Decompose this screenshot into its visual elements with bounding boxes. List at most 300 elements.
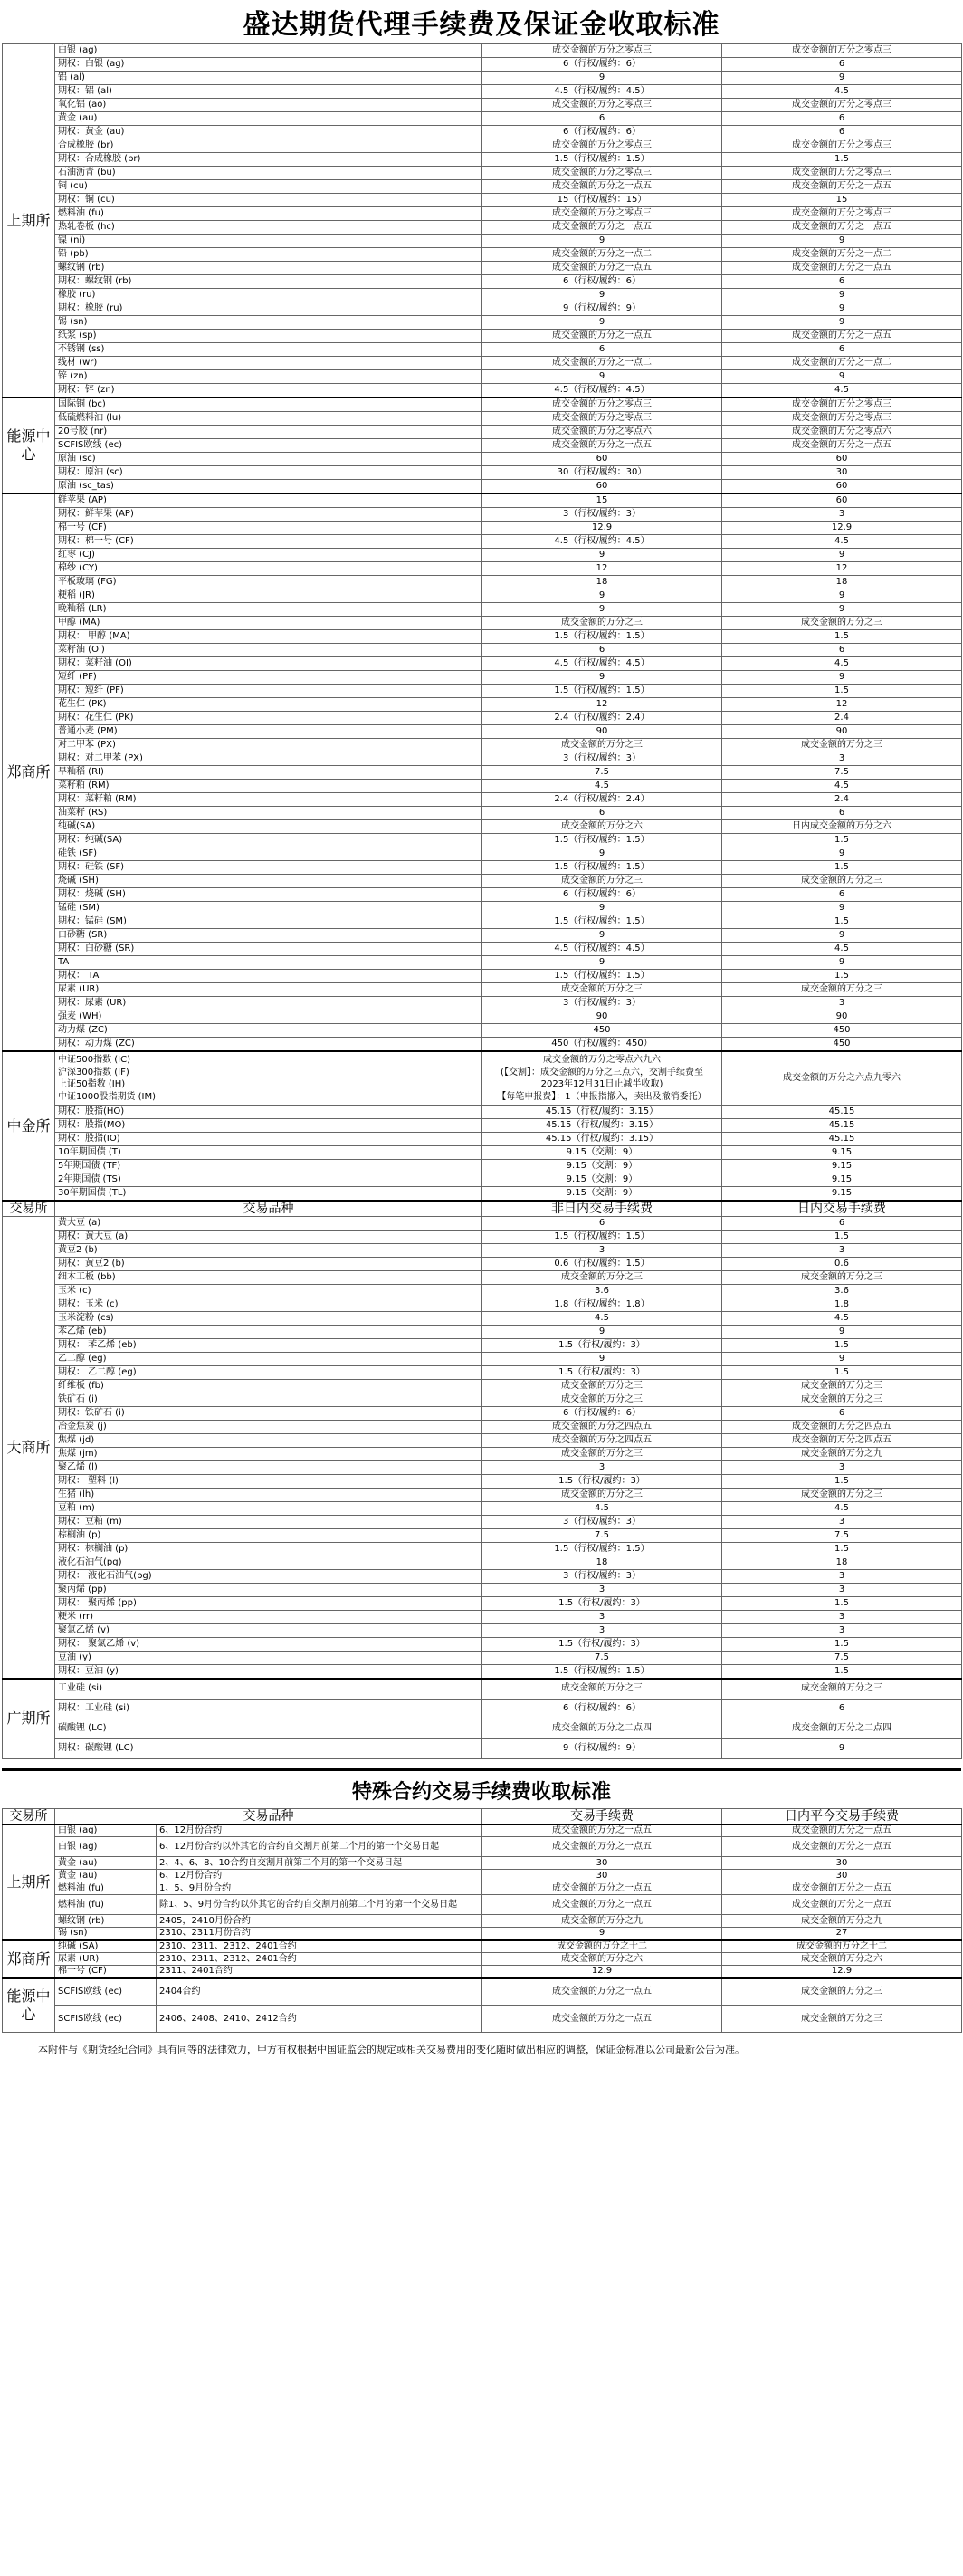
fee-cell: 90 — [482, 725, 722, 739]
product-cell: 黄金 (au) — [55, 112, 482, 126]
table-row — [3, 698, 962, 712]
product-cell: 豆油 (y) — [55, 1652, 482, 1665]
intraday-fee-cell: 1.5 — [722, 630, 962, 644]
table-row — [3, 1133, 962, 1146]
special-header-exchange: 交易所 — [3, 1808, 55, 1824]
product-cell: 锡 (sn) — [55, 1928, 157, 1940]
fee-cell: 1.8（行权/履约：1.8） — [482, 1298, 722, 1312]
fee-cell: 成交金额的万分之一点二 — [482, 248, 722, 262]
fee-cell: 成交金额的万分之十二 — [482, 1940, 722, 1953]
fee-cell: 成交金额的万分之九 — [482, 1915, 722, 1928]
table-row — [3, 1231, 962, 1244]
fee-cell: 9 — [482, 1928, 722, 1940]
intraday-fee-cell: 成交金额的万分之六 — [722, 1953, 962, 1966]
intraday-fee-cell: 成交金额的万分之零点三 — [722, 207, 962, 221]
fee-cell: 9 — [482, 316, 722, 330]
product-cell: 棕榈油 (p) — [55, 1529, 482, 1543]
table-row — [3, 1665, 962, 1680]
intraday-fee-cell: 日内成交金额的万分之六 — [722, 820, 962, 834]
intraday-fee-cell: 成交金额的万分之零点三 — [722, 99, 962, 112]
product-cell: 燃料油 (fu) — [55, 1895, 157, 1915]
intraday-fee-cell: 9 — [722, 956, 962, 970]
table-row — [3, 1543, 962, 1556]
fee-cell: 1.5（行权/履约：3） — [482, 1597, 722, 1611]
product-cell: 菜籽油 (OI) — [55, 644, 482, 657]
table-row — [3, 207, 962, 221]
intraday-fee-cell: 30 — [722, 1870, 962, 1882]
intraday-fee-cell: 9 — [722, 603, 962, 617]
contract-cell: 2404合约 — [157, 1978, 482, 2006]
table-row — [3, 235, 962, 248]
table-row — [3, 1271, 962, 1285]
product-cell: 纸浆 (sp) — [55, 330, 482, 343]
intraday-fee-cell: 9 — [722, 549, 962, 562]
intraday-fee-cell: 成交金额的万分之九 — [722, 1915, 962, 1928]
intraday-fee-cell: 成交金额的万分之一点五 — [722, 262, 962, 275]
table-row — [3, 1353, 962, 1366]
intraday-fee-cell: 1.5 — [722, 1665, 962, 1680]
fee-cell: 2.4（行权/履约：2.4） — [482, 793, 722, 807]
product-cell: 豆粕 (m) — [55, 1502, 482, 1516]
table-row — [3, 194, 962, 207]
product-cell: 期权：螺纹钢 (rb) — [55, 275, 482, 289]
table-row — [3, 1380, 962, 1393]
intraday-fee-cell: 3 — [722, 1516, 962, 1529]
fee-cell: 30 — [482, 1857, 722, 1870]
product-cell: 2年期国债 (TS) — [55, 1173, 482, 1187]
table-row — [3, 1584, 962, 1597]
intraday-fee-cell: 6 — [722, 1217, 962, 1231]
table-row — [3, 562, 962, 576]
table-row — [3, 1173, 962, 1187]
fee-cell: 12 — [482, 562, 722, 576]
contract-cell: 2310、2311月份合约 — [157, 1928, 482, 1940]
product-cell: 尿素 (UR) — [55, 983, 482, 997]
fee-cell: 6 — [482, 644, 722, 657]
table-row — [3, 466, 962, 480]
intraday-fee-cell: 成交金额的万分之三 — [722, 1393, 962, 1407]
product-cell: 期权：白砂糖 (SR) — [55, 943, 482, 956]
product-cell: 铝 (al) — [55, 72, 482, 85]
intraday-fee-cell: 6 — [722, 58, 962, 72]
fee-cell: 0.6（行权/履约：1.5） — [482, 1258, 722, 1271]
intraday-fee-cell: 9 — [722, 1326, 962, 1339]
fee-cell: 成交金额的万分之三 — [482, 1271, 722, 1285]
fee-cell: 3（行权/履约：3） — [482, 1516, 722, 1529]
table-row — [3, 847, 962, 861]
fee-cell: 1.5（行权/履约：1.5） — [482, 1665, 722, 1680]
intraday-fee-cell: 45.15 — [722, 1106, 962, 1119]
fee-cell: 15（行权/履约：15） — [482, 194, 722, 207]
intraday-fee-cell: 成交金额的万分之一点五 — [722, 1837, 962, 1857]
intraday-fee-cell: 7.5 — [722, 1529, 962, 1543]
product-cell: 原油 (sc_tas) — [55, 480, 482, 494]
intraday-fee-cell: 45.15 — [722, 1119, 962, 1133]
product-cell: 碳酸锂 (LC) — [55, 1719, 482, 1738]
product-cell: 锌 (zn) — [55, 370, 482, 384]
table-row — [3, 1597, 962, 1611]
intraday-fee-cell: 3 — [722, 997, 962, 1010]
fee-cell: 15 — [482, 493, 722, 508]
contract-cell: 除1、5、9月份合约以外其它的合约自交割月前第二个月的第一个交易日起 — [157, 1895, 482, 1915]
fee-cell: 4.5 — [482, 1502, 722, 1516]
fee-table — [2, 43, 962, 1759]
fee-cell: 6（行权/履约：6） — [482, 58, 722, 72]
intraday-fee-cell: 成交金额的万分之三 — [722, 983, 962, 997]
product-cell: 聚氯乙烯 (v) — [55, 1624, 482, 1638]
table-row — [3, 1966, 962, 1978]
product-cell: 白银 (ag) — [55, 44, 482, 58]
product-cell: 期权： 苯乙烯 (eb) — [55, 1339, 482, 1353]
product-cell: 晚籼稻 (LR) — [55, 603, 482, 617]
table-row — [3, 1679, 962, 1699]
table-row — [3, 970, 962, 983]
contract-cell: 6、12月份合约 — [157, 1824, 482, 1837]
fee-cell: 9 — [482, 956, 722, 970]
table-row — [3, 439, 962, 453]
product-cell: 期权：豆粕 (m) — [55, 1516, 482, 1529]
table-row — [3, 807, 962, 820]
fee-cell: 4.5（行权/履约：4.5） — [482, 535, 722, 549]
product-cell: 期权：工业硅 (si) — [55, 1699, 482, 1719]
product-cell: 期权：白银 (ag) — [55, 58, 482, 72]
table-row — [3, 1611, 962, 1624]
fee-line: 成交金额的万分之零点六九六 — [543, 1055, 661, 1065]
intraday-fee-cell: 成交金额的万分之三 — [722, 1679, 962, 1699]
table-row — [3, 153, 962, 167]
intraday-fee-cell: 成交金额的万分之一点五 — [722, 221, 962, 235]
fee-cell: 6 — [482, 1217, 722, 1231]
fee-cell: 45.15（行权/履约：3.15） — [482, 1133, 722, 1146]
exchange-cell: 上期所 — [3, 44, 55, 398]
product-cell: 甲醇 (MA) — [55, 617, 482, 630]
table-row — [3, 1146, 962, 1160]
intraday-fee-cell: 6 — [722, 1407, 962, 1421]
table-row — [3, 1699, 962, 1719]
intraday-fee-cell: 成交金额的万分之一点五 — [722, 1882, 962, 1895]
table-row — [3, 343, 962, 357]
fee-cell: 成交金额的万分之零点三 — [482, 167, 722, 180]
product-line: 中证500指数 (IC) — [58, 1055, 130, 1065]
fee-cell: 2.4（行权/履约：2.4） — [482, 712, 722, 725]
intraday-fee-cell: 7.5 — [722, 1652, 962, 1665]
product-cell: 20号胶 (nr) — [55, 426, 482, 439]
intraday-fee-cell: 9 — [722, 289, 962, 302]
fee-cell: 成交金额的万分之一点五 — [482, 330, 722, 343]
product-cell: 10年期国债 (T) — [55, 1146, 482, 1160]
intraday-fee-cell: 6 — [722, 112, 962, 126]
table-row — [3, 1285, 962, 1298]
page-title: 盛达期货代理手续费及保证金收取标准 — [243, 9, 720, 41]
product-cell: 期权：尿素 (UR) — [55, 997, 482, 1010]
table-row — [3, 1489, 962, 1502]
table-row — [3, 712, 962, 725]
fee-cell: 90 — [482, 1010, 722, 1024]
fee-cell: 成交金额的万分之四点五 — [482, 1421, 722, 1434]
fee-cell: 成交金额的万分之一点五 — [482, 180, 722, 194]
product-cell: 红枣 (CJ) — [55, 549, 482, 562]
intraday-fee-cell: 3 — [722, 1244, 962, 1258]
product-line: 上证50指数 (IH) — [58, 1079, 126, 1089]
product-cell: 期权： 液化石油气(pg) — [55, 1570, 482, 1584]
product-cell: 期权： TA — [55, 970, 482, 983]
product-cell: 尿素 (UR) — [55, 1953, 157, 1966]
intraday-fee-cell: 1.5 — [722, 1543, 962, 1556]
product-cell: 棉一号 (CF) — [55, 1966, 157, 1978]
table-row — [3, 1870, 962, 1882]
table-row — [3, 330, 962, 343]
fee-cell: 成交金额的万分之零点三 — [482, 207, 722, 221]
table-row — [3, 780, 962, 793]
product-cell: 橡胶 (ru) — [55, 289, 482, 302]
table-row — [3, 1940, 962, 1953]
fee-cell: 成交金额的万分之三 — [482, 1380, 722, 1393]
product-cell: 白砂糖 (SR) — [55, 929, 482, 943]
table-row — [3, 139, 962, 153]
fee-cell: 成交金额的万分之一点五 — [482, 1895, 722, 1915]
product-cell: 期权：花生仁 (PK) — [55, 712, 482, 725]
product-cell: 期权：鲜苹果 (AP) — [55, 508, 482, 522]
product-cell: 工业硅 (si) — [55, 1679, 482, 1699]
product-cell: 期权：对二甲苯 (PX) — [55, 752, 482, 766]
fee-cell: 60 — [482, 453, 722, 466]
table-row — [3, 1516, 962, 1529]
intraday-fee-cell: 成交金额的万分之一点五 — [722, 1895, 962, 1915]
fee-cell: 12 — [482, 698, 722, 712]
fee-cell: 3.6 — [482, 1285, 722, 1298]
product-cell: 铁矿石 (i) — [55, 1393, 482, 1407]
table-row — [3, 412, 962, 426]
header-row — [3, 1201, 962, 1217]
fee-cell: 1.5（行权/履约：1.5） — [482, 915, 722, 929]
table-row — [3, 1421, 962, 1434]
product-cell: 鲜苹果 (AP) — [55, 493, 482, 508]
intraday-fee-cell: 90 — [722, 1010, 962, 1024]
table-row — [3, 262, 962, 275]
intraday-fee-cell: 9 — [722, 235, 962, 248]
table-row — [3, 617, 962, 630]
intraday-fee-cell: 9.15 — [722, 1187, 962, 1202]
fee-cell: 6 — [482, 343, 722, 357]
fee-cell: 9 — [482, 549, 722, 562]
intraday-fee-cell: 3 — [722, 1461, 962, 1475]
intraday-fee-cell: 1.8 — [722, 1298, 962, 1312]
intraday-fee-cell: 成交金额的万分之四点五 — [722, 1434, 962, 1448]
contract-cell: 6、12月份合约以外其它的合约自交割月前第二个月的第一个交易日起 — [157, 1837, 482, 1857]
table-row — [3, 766, 962, 780]
product-cell: 30年期国债 (TL) — [55, 1187, 482, 1202]
fee-cell: 9（行权/履约：9） — [482, 302, 722, 316]
intraday-fee-cell: 成交金额的万分之三 — [722, 2006, 962, 2033]
table-row — [3, 997, 962, 1010]
table-row — [3, 943, 962, 956]
table-row — [3, 1258, 962, 1271]
product-cell: 苯乙烯 (eb) — [55, 1326, 482, 1339]
product-cell: 平板玻璃 (FG) — [55, 576, 482, 589]
intraday-fee-cell: 12 — [722, 698, 962, 712]
fee-cell: 450（行权/履约：450） — [482, 1038, 722, 1052]
fee-cell: 9.15（交割：9） — [482, 1187, 722, 1202]
table-row — [3, 1326, 962, 1339]
fee-cell: 1.5（行权/履约：1.5） — [482, 861, 722, 875]
table-row — [3, 1824, 962, 1837]
intraday-fee-cell: 9 — [722, 929, 962, 943]
fee-cell: 9 — [482, 1326, 722, 1339]
product-cell: 锰硅 (SM) — [55, 902, 482, 915]
fee-cell: 7.5 — [482, 1652, 722, 1665]
fee-cell: 1.5（行权/履约：1.5） — [482, 834, 722, 847]
table-row — [3, 1475, 962, 1489]
fee-cell: 9.15（交割：9） — [482, 1173, 722, 1187]
table-row — [3, 630, 962, 644]
table-row — [3, 316, 962, 330]
intraday-fee-cell: 6 — [722, 275, 962, 289]
contract-cell: 6、12月份合约 — [157, 1870, 482, 1882]
product-cell: 黄金 (au) — [55, 1857, 157, 1870]
fee-cell: 9 — [482, 929, 722, 943]
intraday-fee-cell: 成交金额的万分之二点四 — [722, 1719, 962, 1738]
fee-cell: 成交金额的万分之一点五 — [482, 262, 722, 275]
table-row — [3, 915, 962, 929]
fee-cell: 12.9 — [482, 522, 722, 535]
table-row — [3, 2006, 962, 2033]
fee-cell: 18 — [482, 1556, 722, 1570]
table-row — [3, 861, 962, 875]
intraday-fee-cell: 1.5 — [722, 153, 962, 167]
product-cell: 纤维板 (fb) — [55, 1380, 482, 1393]
intraday-fee-cell: 1.5 — [722, 685, 962, 698]
special-fee-table — [2, 1808, 962, 2034]
product-cell: 花生仁 (PK) — [55, 698, 482, 712]
product-cell: 黄金 (au) — [55, 1870, 157, 1882]
contract-cell: 2310、2311、2312、2401合约 — [157, 1940, 482, 1953]
intraday-fee-cell: 6 — [722, 1699, 962, 1719]
special-title: 特殊合约交易手续费收取标准 — [2, 1768, 961, 1808]
intraday-fee-cell: 6 — [722, 126, 962, 139]
intraday-fee-cell: 18 — [722, 576, 962, 589]
product-cell: 期权：硅铁 (SF) — [55, 861, 482, 875]
product-cell: 期权：铝 (al) — [55, 85, 482, 99]
header-exchange: 交易所 — [3, 1201, 55, 1217]
special-header-intraday: 日内平今交易手续费 — [722, 1808, 962, 1824]
intraday-fee-cell: 4.5 — [722, 1312, 962, 1326]
fee-cell: 成交金额的万分之一点五 — [482, 1978, 722, 2006]
intraday-fee-cell: 9 — [722, 1353, 962, 1366]
product-cell: 白银 (ag) — [55, 1837, 157, 1857]
table-row — [3, 453, 962, 466]
product-cell: 粳稻 (JR) — [55, 589, 482, 603]
product-cell: 线材 (wr) — [55, 357, 482, 370]
fee-cell: 成交金额的万分之三 — [482, 617, 722, 630]
intraday-fee-cell: 60 — [722, 493, 962, 508]
product-cell: 热轧卷板 (hc) — [55, 221, 482, 235]
fee-cell: 1.5（行权/履约：1.5） — [482, 685, 722, 698]
product-cell: 燃料油 (fu) — [55, 207, 482, 221]
product-cell: 期权： 甲醇 (MA) — [55, 630, 482, 644]
fee-cell: 1.5（行权/履约：1.5） — [482, 1543, 722, 1556]
fee-cell: 4.5（行权/履约：4.5） — [482, 943, 722, 956]
product-cell: 乙二醇 (eg) — [55, 1353, 482, 1366]
product-cell: 期权：黄金 (au) — [55, 126, 482, 139]
product-cell: 期权：原油 (sc) — [55, 466, 482, 480]
table-row — [3, 1837, 962, 1857]
intraday-fee-cell: 1.5 — [722, 861, 962, 875]
table-row — [3, 1217, 962, 1231]
intraday-fee-cell: 27 — [722, 1928, 962, 1940]
intraday-fee-cell: 1.5 — [722, 1475, 962, 1489]
fee-cell: 成交金额的万分之六 — [482, 1953, 722, 1966]
intraday-fee-cell: 3 — [722, 1570, 962, 1584]
fee-cell: 6（行权/履约：6） — [482, 126, 722, 139]
intraday-fee-cell: 3 — [722, 752, 962, 766]
table-row — [3, 549, 962, 562]
product-line: 沪深300指数 (IF) — [58, 1067, 129, 1077]
fee-cell: 45.15（行权/履约：3.15） — [482, 1106, 722, 1119]
intraday-fee-cell: 1.5 — [722, 1638, 962, 1652]
table-row — [3, 1038, 962, 1052]
contract-cell: 1、5、9月份合约 — [157, 1882, 482, 1895]
fee-line: 【每笔申报费】：1（申报指撤入，卖出及撤消委托） — [497, 1091, 707, 1102]
table-row — [3, 1244, 962, 1258]
fee-cell: 6（行权/履约：6） — [482, 888, 722, 902]
product-cell: 黄豆2 (b) — [55, 1244, 482, 1258]
fee-cell: 4.5（行权/履约：4.5） — [482, 384, 722, 398]
table-row — [3, 1298, 962, 1312]
product-cell: 铅 (pb) — [55, 248, 482, 262]
fee-cell: 成交金额的万分之零点三 — [482, 44, 722, 58]
table-row — [3, 44, 962, 58]
fee-cell: 1.5（行权/履约：3） — [482, 1339, 722, 1353]
fee-cell: 成交金额的万分之一点五 — [482, 1824, 722, 1837]
fee-cell: 成交金额的万分之零点三 — [482, 412, 722, 426]
intraday-fee-cell: 1.5 — [722, 1339, 962, 1353]
product-cell: 油菜籽 (RS) — [55, 807, 482, 820]
intraday-fee-cell: 成交金额的万分之零点三 — [722, 167, 962, 180]
fee-cell: 6（行权/履约：6） — [482, 1699, 722, 1719]
intraday-fee-cell: 30 — [722, 466, 962, 480]
fee-cell: 3（行权/履约：3） — [482, 508, 722, 522]
table-row — [3, 888, 962, 902]
intraday-fee-cell: 45.15 — [722, 1133, 962, 1146]
table-row — [3, 1570, 962, 1584]
table-row — [3, 357, 962, 370]
product-cell: 期权：纯碱(SA) — [55, 834, 482, 847]
intraday-fee-cell: 9 — [722, 370, 962, 384]
fee-cell: 3（行权/履约：3） — [482, 1570, 722, 1584]
fee-cell: 30 — [482, 1870, 722, 1882]
fee-cell: 成交金额的万分之一点五 — [482, 439, 722, 453]
table-row — [3, 180, 962, 194]
intraday-fee-cell: 60 — [722, 453, 962, 466]
product-cell: 焦煤 (jm) — [55, 1448, 482, 1461]
intraday-fee-cell: 12.9 — [722, 1966, 962, 1978]
table-row — [3, 1915, 962, 1928]
table-row — [3, 685, 962, 698]
fee-cell: 3 — [482, 1611, 722, 1624]
product-cell: 期权：玉米 (c) — [55, 1298, 482, 1312]
intraday-fee-cell: 0.6 — [722, 1258, 962, 1271]
fee-cell: 成交金额的万分之三 — [482, 1393, 722, 1407]
exchange-cell: 郑商所 — [3, 1940, 55, 1978]
table-row — [3, 603, 962, 617]
table-row — [3, 99, 962, 112]
product-cell: 螺纹钢 (rb) — [55, 1915, 157, 1928]
intraday-fee-cell: 7.5 — [722, 766, 962, 780]
intraday-fee-cell: 成交金额的万分之三 — [722, 617, 962, 630]
intraday-fee-cell: 3 — [722, 1624, 962, 1638]
fee-cell: 成交金额的万分之六 — [482, 820, 722, 834]
intraday-fee-cell: 3 — [722, 1584, 962, 1597]
